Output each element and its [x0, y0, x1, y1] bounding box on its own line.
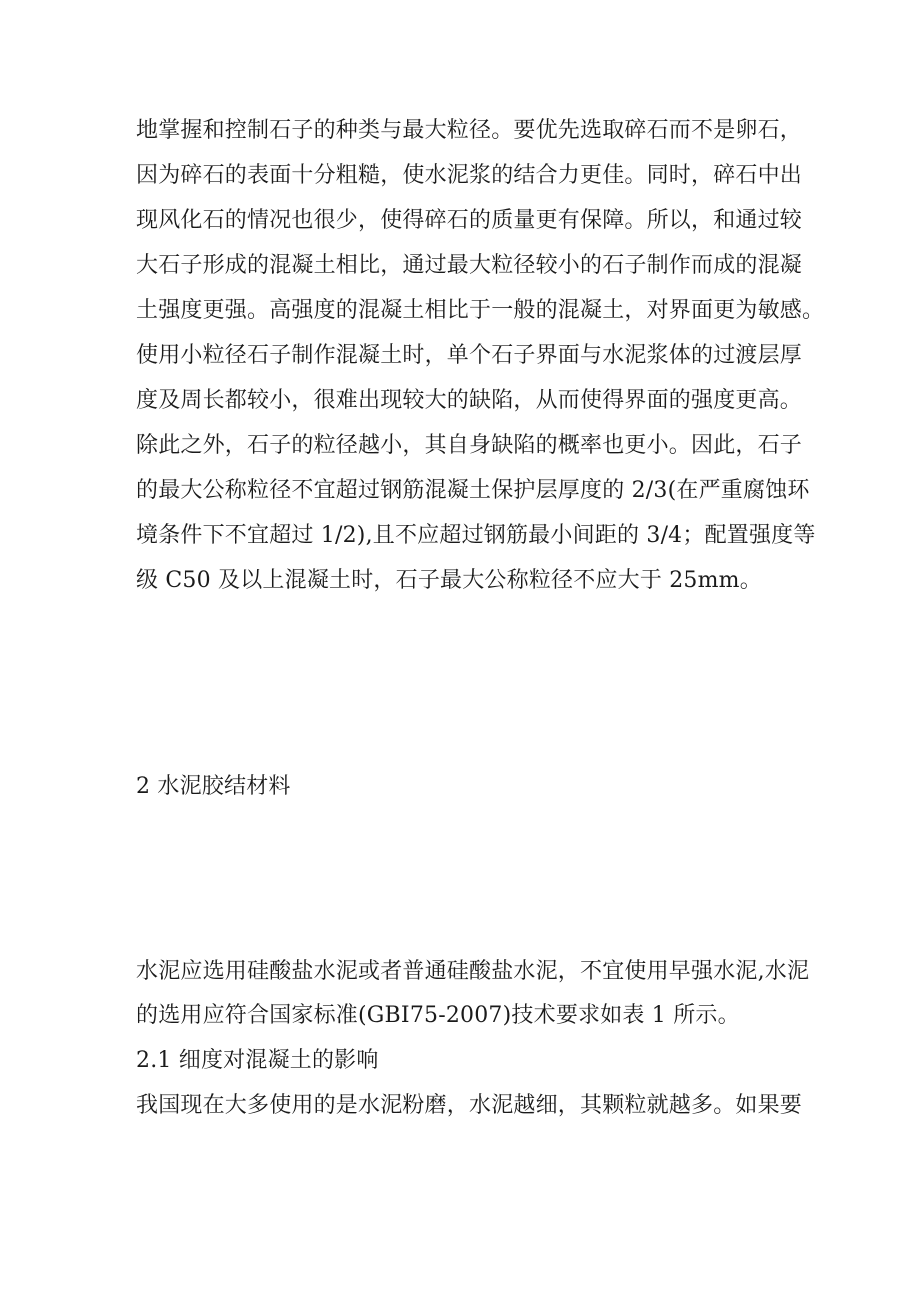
paragraph-line: 境条件下不宜超过 1/2),且不应超过钢筋最小间距的 3/4；配置强度等	[136, 523, 816, 548]
paragraph-line: 现风化石的情况也很少，使得碎石的质量更有保障。所以，和通过较	[136, 208, 803, 233]
paragraph-line: 我国现在大多使用的是水泥粉磨，水泥越细，其颗粒就越多。如果要	[136, 1093, 803, 1118]
paragraph-line: 水泥应选用硅酸盐水泥或者普通硅酸盐水泥，不宜使用早强水泥,水泥	[136, 959, 810, 984]
subsection-heading: 2.1 细度对混凝土的影响	[136, 1048, 379, 1073]
section-heading: 2 水泥胶结材料	[136, 774, 291, 799]
paragraph-line: 使用小粒径石子制作混凝土时，单个石子界面与水泥浆体的过渡层厚	[136, 343, 803, 368]
paragraph-line: 级 C50 及以上混凝土时，石子最大公称粒径不应大于 25mm。	[136, 568, 762, 593]
paragraph-line: 大石子形成的混凝土相比，通过最大粒径较小的石子制作而成的混凝	[136, 253, 803, 278]
paragraph-line: 的最大公称粒径不宜超过钢筋混凝土保护层厚度的 2/3(在严重腐蚀环	[136, 478, 810, 503]
paragraph-line: 地掌握和控制石子的种类与最大粒径。要优先选取碎石而不是卵石，	[136, 118, 803, 143]
paragraph-line: 除此之外，石子的粒径越小，其自身缺陷的概率也更小。因此，石子	[136, 433, 803, 458]
paragraph-line: 因为碎石的表面十分粗糙，使水泥浆的结合力更佳。同时，碎石中出	[136, 163, 803, 188]
paragraph-line: 的选用应符合国家标准(GBI75-2007)技术要求如表 1 所示。	[136, 1003, 740, 1028]
paragraph-line: 土强度更强。高强度的混凝土相比于一般的混凝土，对界面更为敏感。	[136, 298, 825, 323]
paragraph-line: 度及周长都较小，很难出现较大的缺陷，从而使得界面的强度更高。	[136, 388, 803, 413]
